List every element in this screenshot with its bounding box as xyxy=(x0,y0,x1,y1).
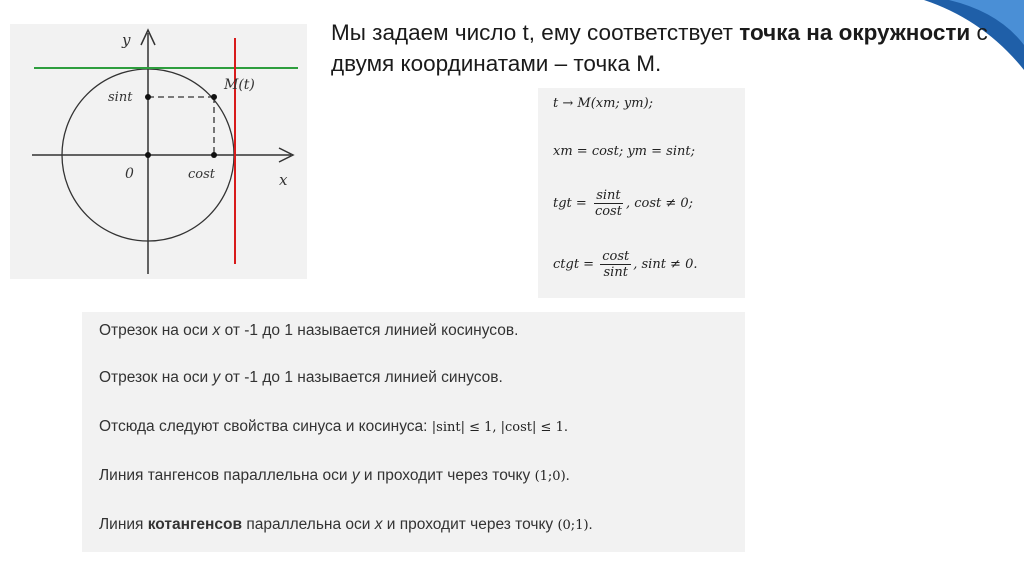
p1-text-b: от -1 до 1 называется линией косинусов. xyxy=(220,322,519,339)
p2-text-a: Отрезок на оси xyxy=(99,369,213,386)
p1-text-a: Отрезок на оси xyxy=(99,322,213,339)
cotangent-fraction xyxy=(600,249,631,280)
formula-mapping: t → M(xm; ym); xyxy=(553,96,654,111)
p5-bold: котангенсов xyxy=(147,516,243,533)
unit-circle-figure xyxy=(0,0,320,290)
cotangent-lhs: ctgt = xyxy=(553,257,595,272)
point-m-label: M(t) xyxy=(224,77,255,93)
p3-math: |sint| ≤ 1, |cost| ≤ 1. xyxy=(431,420,568,435)
heading-part2: с двумя координатами – точка М. xyxy=(331,20,988,76)
p5-var: x xyxy=(374,516,383,533)
p4-text-b: и проходит через точку xyxy=(359,467,535,484)
cos-label: cost xyxy=(188,167,216,182)
p4-math: (1;0). xyxy=(534,469,570,484)
formula-cotangent xyxy=(553,249,698,280)
p5-text-b: параллельна оси xyxy=(242,516,375,533)
origin-label: 0 xyxy=(125,166,134,182)
tangent-numerator: sint xyxy=(596,188,621,203)
p2-text-b: от -1 до 1 называется линией синусов. xyxy=(220,369,503,386)
p5-text-c: и проходит через точку xyxy=(382,516,558,533)
p4-var: y xyxy=(351,467,360,484)
origin-point xyxy=(145,152,151,158)
heading-bold: точка на окружности xyxy=(739,20,971,45)
p5-text-a: Линия xyxy=(99,516,148,533)
p4-text-a: Линия тангенсов параллельна оси xyxy=(99,467,352,484)
sin-label: sint xyxy=(108,90,133,105)
tangent-fraction xyxy=(593,188,624,219)
p5-math: (0;1). xyxy=(557,518,593,533)
property-bounds xyxy=(99,418,568,436)
point-m xyxy=(211,94,217,100)
formula-coordinates: xm = cost; ym = sint; xyxy=(553,144,695,159)
y-axis-label: y xyxy=(122,31,131,49)
tangent-lhs: tgt = xyxy=(553,196,587,211)
property-tangent-line xyxy=(99,467,570,485)
tangent-condition: , cost ≠ 0; xyxy=(625,196,694,211)
property-cos-line xyxy=(99,322,518,340)
cotangent-numerator: cost xyxy=(602,249,630,264)
cos-point xyxy=(211,152,217,158)
p2-var: y xyxy=(212,369,221,386)
tangent-denominator: cost xyxy=(594,204,622,219)
sin-point xyxy=(145,94,151,100)
property-sin-line xyxy=(99,369,503,387)
slide-heading xyxy=(331,17,991,79)
cotangent-condition: , sint ≠ 0. xyxy=(633,257,698,272)
p3-text-a: Отсюда следуют свойства синуса и косинуса: xyxy=(99,418,432,435)
formula-tangent xyxy=(553,188,693,219)
x-axis-label: x xyxy=(279,171,288,189)
heading-part1: Мы задаем число t, ему соответствует xyxy=(331,20,740,45)
property-cotangent-line xyxy=(99,516,593,534)
cotangent-denominator: sint xyxy=(603,265,628,280)
p1-var: x xyxy=(212,322,221,339)
